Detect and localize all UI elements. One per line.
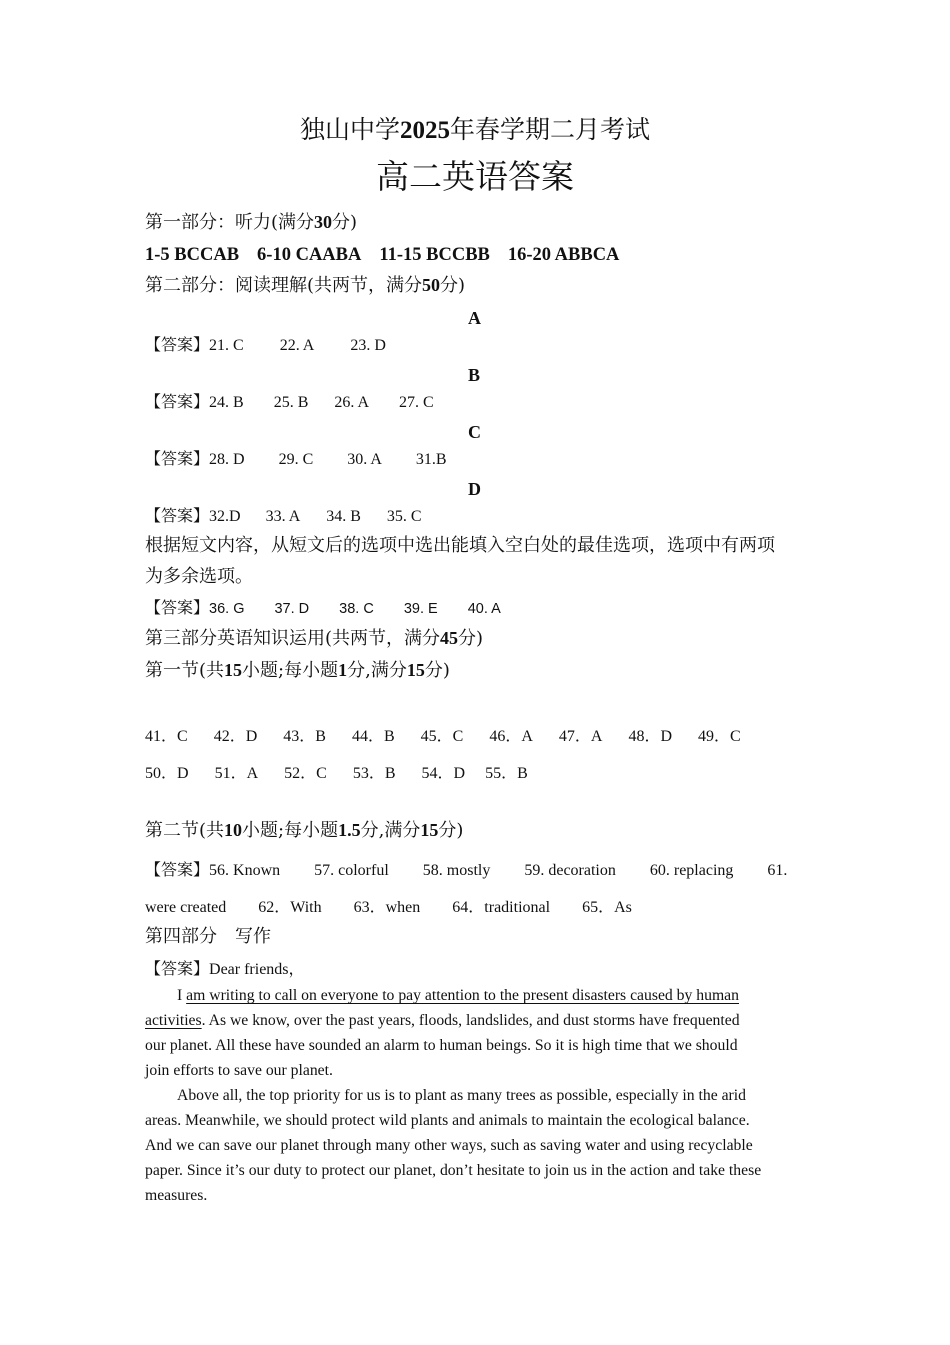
answer-item: 51．A (214, 765, 259, 782)
answer-item: 40. A (467, 601, 501, 617)
answer-item: 44．B (351, 728, 395, 745)
answer-item: 31.B (415, 451, 447, 468)
part1-answer-group: 6-10 CAABA (257, 245, 362, 265)
answer-item: 35. C (386, 508, 422, 525)
answer-item: 56. Known (209, 862, 281, 879)
title-school: 独山中学 (299, 115, 400, 144)
section2-instruction: 为多余选项。 (145, 566, 253, 587)
part1-heading-score: 30 (314, 212, 333, 232)
heading-number: 15 (224, 660, 243, 680)
page-title (0, 117, 950, 143)
part3-heading-unit: 分) (458, 628, 484, 649)
answer-item: 65．As (582, 899, 632, 916)
answer-item: 36. G (209, 601, 245, 617)
essay-line: our planet. All these have sounded an alarm to human beings. So it is high time that we should (145, 1037, 738, 1054)
answer-item: 23. D (350, 337, 386, 354)
heading-fragment: 分,满分 (360, 820, 421, 841)
answer-label: 【答案】 (145, 598, 210, 617)
essay-line: And we can save our planet through many other ways, such as saving water and using recyclable (145, 1137, 753, 1154)
answer-label: 【答案】 (145, 959, 210, 978)
answer-item: 60. replacing (649, 862, 734, 879)
part1-answer-group: 16-20 ABBCA (507, 245, 620, 265)
part1-heading (145, 213, 357, 232)
greeting-text: Dear friends， (209, 961, 305, 978)
heading-fragment: 第二节(共 (145, 820, 225, 841)
heading-number: 10 (224, 820, 243, 840)
passage-answers (145, 451, 447, 468)
answer-item: 57. colorful (314, 862, 389, 879)
heading-fragment: 分,满分 (347, 660, 407, 681)
answer-item: 37. D (274, 601, 310, 617)
heading-fragment: 第一节(共 (145, 660, 225, 681)
sec1-answer-row (145, 729, 741, 745)
part1-answers (145, 246, 619, 265)
page-subtitle: 高二英语答案 (376, 157, 574, 196)
heading-fragment: 分) (424, 660, 450, 681)
answer-item: 47．A (558, 728, 603, 745)
answer-item: 62．With (258, 899, 322, 916)
passage-letter: A (468, 308, 481, 328)
essay-text: . As we know, over the past years, floods, landslides, and dust storms have frequented (201, 1012, 740, 1029)
answer-item: 22. A (279, 337, 315, 354)
answer-item: 29. C (278, 451, 314, 468)
heading-fragment: 小题;每小题 (242, 660, 339, 681)
passage-answers (145, 508, 422, 525)
essay-line: join efforts to save our planet. (145, 1062, 333, 1079)
essay-underlined-text: activities (145, 1012, 202, 1029)
answer-label: 【答案】 (145, 392, 210, 411)
answer-item: 32.D (209, 508, 241, 525)
part2-heading-score: 50 (422, 275, 441, 295)
answer-item: 34. B (326, 508, 361, 525)
heading-fragment: 小题;每小题 (242, 820, 339, 841)
answer-item: 53．B (352, 765, 396, 782)
answer-item: 46．A (489, 728, 533, 745)
essay-line: measures. (145, 1187, 208, 1204)
section2-answers (145, 600, 501, 617)
heading-number: 1.5 (338, 820, 361, 840)
answer-item: 64．traditional (452, 899, 551, 916)
essay-text: I (177, 987, 187, 1004)
essay-line: Above all, the top priority for us is to plant as many trees as possible, especially in the arid (177, 1087, 746, 1104)
answer-item: 43．B (283, 728, 326, 745)
essay-line: paper. Since it’s our duty to protect our planet, don’t hesitate to join us in the action and take these (145, 1162, 762, 1179)
heading-fragment: 分) (438, 820, 464, 841)
answer-item: 21. C (209, 337, 244, 354)
essay-line (177, 988, 739, 1004)
passage-answers (145, 337, 386, 354)
answer-item: 52．C (284, 765, 327, 782)
part2-heading-text: 第二部分：阅读理解(共两节，满分 (145, 275, 423, 296)
title-year: 2025 (400, 117, 450, 144)
part1-heading-unit: 分) (332, 212, 358, 233)
passage-letter: B (468, 365, 481, 385)
answer-item: 49．C (698, 728, 741, 745)
passage-letter: C (468, 422, 481, 442)
part2-heading (145, 276, 465, 295)
answer-item: 41．C (145, 728, 188, 745)
answer-item: 28. D (209, 451, 245, 468)
essay-underlined-text: am writing to call on everyone to pay attention to the present disasters caused by human (186, 987, 739, 1004)
answer-item: 42．D (213, 728, 258, 745)
part3-sec2-heading (145, 821, 463, 840)
part2-heading-unit: 分) (440, 275, 466, 296)
answer-item: 54．D (421, 765, 466, 782)
answer-label: 【答案】 (145, 449, 210, 468)
answer-item: 26. A (334, 394, 370, 411)
part1-answer-group: 11-15 BCCBB (379, 245, 490, 265)
sec1-answer-row (145, 766, 528, 782)
answer-item: 38. C (339, 601, 374, 617)
part3-sec1-heading (145, 661, 450, 680)
answer-label: 【答案】 (145, 506, 210, 525)
answer-item: were created (145, 899, 227, 916)
essay-greeting (145, 961, 305, 978)
part3-heading (145, 629, 483, 648)
answer-label: 【答案】 (145, 860, 210, 879)
answer-item: 50．D (145, 765, 189, 782)
answer-item: 33. A (265, 508, 301, 525)
passage-answers (145, 394, 434, 411)
heading-number: 1 (338, 660, 348, 680)
answer-item: 30. A (347, 451, 382, 468)
essay-line (145, 1013, 740, 1029)
title-term: 年春学期二月考试 (450, 115, 651, 144)
answer-label: 【答案】 (145, 335, 210, 354)
answer-item: 58. mostly (422, 862, 491, 879)
answer-item: 48．D (628, 728, 672, 745)
passage-letter: D (468, 479, 481, 499)
sec2-answer-row (145, 862, 787, 879)
answer-item: 55．B (485, 765, 528, 782)
answer-item: 24. B (209, 394, 244, 411)
heading-number: 15 (406, 660, 425, 680)
sec2-answer-row (145, 900, 632, 916)
part3-heading-text: 第三部分英语知识运用(共两节，满分 (145, 628, 441, 649)
part1-answer-group: 1-5 BCCAB (145, 245, 240, 265)
answer-item: 63．when (353, 899, 421, 916)
section2-instruction: 根据短文内容，从短文后的选项中选出能填入空白处的最佳选项，选项中有两项 (145, 535, 775, 556)
answer-item: 25. B (273, 394, 309, 411)
answer-item: 27. C (399, 394, 434, 411)
answer-item: 39. E (403, 601, 438, 617)
answer-item: 45．C (420, 728, 464, 745)
heading-number: 15 (420, 820, 439, 840)
essay-line: areas. Meanwhile, we should protect wild plants and animals to maintain the ecological balance. (145, 1112, 750, 1129)
part3-heading-score: 45 (440, 628, 459, 648)
answer-item: 59. decoration (524, 862, 616, 879)
answer-item: 61. (767, 862, 788, 879)
part1-heading-text: 第一部分：听力(满分 (145, 212, 315, 233)
part4-heading: 第四部分 写作 (145, 926, 271, 947)
